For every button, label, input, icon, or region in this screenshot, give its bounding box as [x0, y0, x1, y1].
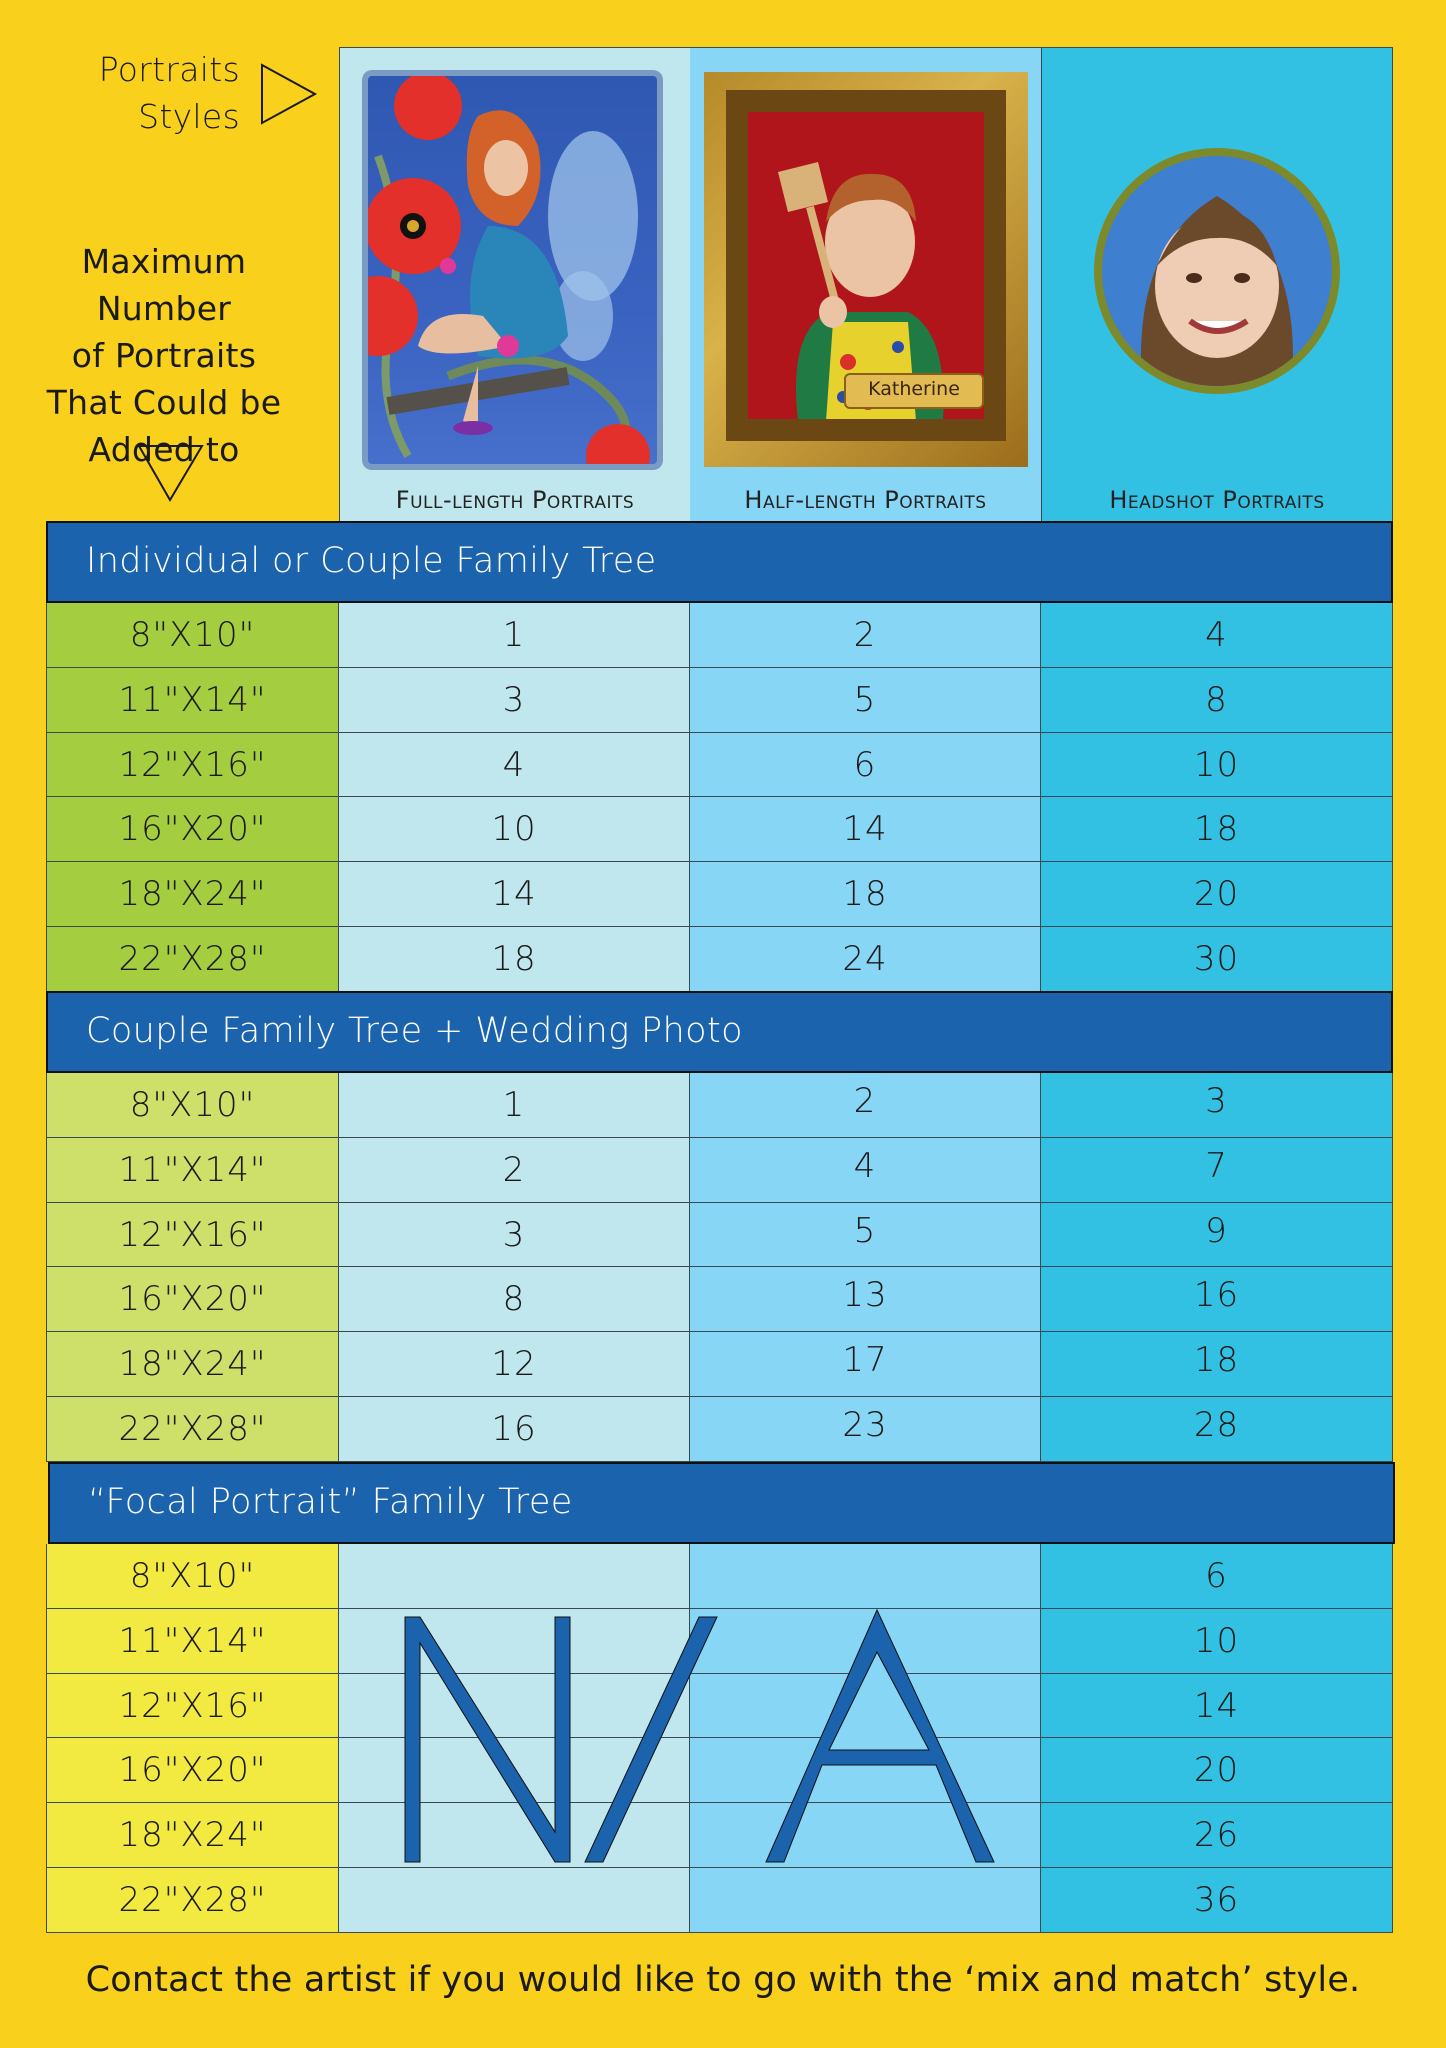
- size-cell: 22"X28": [46, 1868, 339, 1932]
- full-length-cell: [339, 1544, 690, 1608]
- half-length-cell: [690, 1868, 1041, 1932]
- style-label-headshot: Headshot Portraits: [1109, 486, 1325, 514]
- legend-max-line2: of Portraits: [71, 336, 257, 375]
- size-cell: 16"X20": [46, 1267, 339, 1331]
- half-length-cell: 2: [690, 603, 1041, 667]
- size-cell: 8"X10": [46, 1073, 339, 1137]
- headshot-cell: 30: [1041, 927, 1393, 991]
- section-header-wedding: Couple Family Tree + Wedding Photo: [46, 991, 1393, 1073]
- table-row: [46, 797, 1393, 862]
- right-triangle-icon: [259, 62, 319, 126]
- headshot-cell: 10: [1041, 733, 1393, 797]
- half-length-cell: 13: [690, 1267, 1041, 1331]
- size-cell: 11"X14": [46, 1609, 339, 1673]
- half-length-cell: [690, 1738, 1041, 1802]
- full-length-cell: [339, 1609, 690, 1673]
- headshot-cell: 26: [1041, 1803, 1393, 1867]
- max-portraits-legend: [14, 238, 314, 473]
- headshot-cell: 20: [1041, 862, 1393, 926]
- table-row: [46, 1138, 1393, 1203]
- table-row: [46, 862, 1393, 927]
- size-cell: 18"X24": [46, 1803, 339, 1867]
- fairy-illustration: [368, 76, 657, 464]
- half-length-cell: [690, 1803, 1041, 1867]
- size-cell: 16"X20": [46, 1738, 339, 1802]
- full-length-cell: 1: [339, 603, 690, 667]
- table-row: [46, 603, 1393, 668]
- size-cell: 11"X14": [46, 1138, 339, 1202]
- legend-max-line3: That Could be: [46, 383, 282, 422]
- headshot-cell: 10: [1041, 1609, 1393, 1673]
- size-cell: 16"X20": [46, 797, 339, 861]
- footer-note: Contact the artist if you would like to go with the ‘mix and match’ style.: [85, 1960, 1361, 2000]
- headshot-portrait-image: [1094, 148, 1340, 394]
- table-row: [46, 1332, 1393, 1397]
- half-length-cell: 24: [690, 927, 1041, 991]
- section-rows-focal: [46, 1544, 1393, 1933]
- table-row: [46, 1267, 1393, 1332]
- legend-styles-line1: Portraits: [98, 50, 240, 89]
- half-length-cell: 2: [690, 1073, 1041, 1137]
- full-length-cell: 1: [339, 1073, 690, 1137]
- table-row: [46, 1073, 1393, 1138]
- down-triangle-icon: [136, 443, 206, 503]
- headshot-cell: 16: [1041, 1267, 1393, 1331]
- headshot-cell: 14: [1041, 1674, 1393, 1738]
- half-length-cell: 4: [690, 1138, 1041, 1202]
- table-row: [46, 1397, 1393, 1462]
- half-length-cell: 17: [690, 1332, 1041, 1396]
- full-length-cell: [339, 1868, 690, 1932]
- half-length-cell: 6: [690, 733, 1041, 797]
- section-header-focal: “Focal Portrait” Family Tree: [48, 1462, 1395, 1544]
- headshot-girl-illustration: [1102, 156, 1332, 386]
- headshot-cell: 18: [1041, 797, 1393, 861]
- table-row: [46, 1803, 1393, 1868]
- headshot-cell: 7: [1041, 1138, 1393, 1202]
- portrait-styles-legend: [60, 46, 240, 140]
- section-header-individual: Individual or Couple Family Tree: [46, 521, 1393, 603]
- headshot-cell: 3: [1041, 1073, 1393, 1137]
- half-length-cell: 18: [690, 862, 1041, 926]
- table-row: [46, 1609, 1393, 1674]
- half-length-cell: 14: [690, 797, 1041, 861]
- half-length-cell: 5: [690, 668, 1041, 732]
- headshot-cell: 8: [1041, 668, 1393, 732]
- headshot-cell: 9: [1041, 1203, 1393, 1267]
- full-length-cell: 2: [339, 1138, 690, 1202]
- half-length-cell: [690, 1544, 1041, 1608]
- table-row: [46, 1674, 1393, 1739]
- half-length-portrait-image: [704, 72, 1028, 467]
- full-length-cell: 12: [339, 1332, 690, 1396]
- size-cell: 8"X10": [46, 1544, 339, 1608]
- headshot-cell: 28: [1041, 1397, 1393, 1461]
- half-length-cell: [690, 1674, 1041, 1738]
- size-cell: 12"X16": [46, 1674, 339, 1738]
- half-length-cell: 23: [690, 1397, 1041, 1461]
- full-length-cell: 18: [339, 927, 690, 991]
- size-cell: 12"X16": [46, 1203, 339, 1267]
- size-cell: 22"X28": [46, 927, 339, 991]
- table-row: [46, 1203, 1393, 1268]
- table-row: [46, 927, 1393, 992]
- nameplate: Katherine: [844, 373, 984, 409]
- legend-max-line4: Added to: [88, 430, 240, 469]
- headshot-cell: 20: [1041, 1738, 1393, 1802]
- size-cell: 12"X16": [46, 733, 339, 797]
- table-row: [46, 1544, 1393, 1609]
- style-label-full-length: Full-length Portraits: [395, 486, 635, 514]
- half-length-cell: [690, 1609, 1041, 1673]
- headshot-cell: 6: [1041, 1544, 1393, 1608]
- full-length-cell: [339, 1674, 690, 1738]
- full-length-cell: 8: [339, 1267, 690, 1331]
- table-row: [46, 733, 1393, 798]
- legend-max-line1: Maximum Number: [81, 242, 247, 328]
- full-length-cell: [339, 1803, 690, 1867]
- full-length-cell: 10: [339, 797, 690, 861]
- headshot-cell: 4: [1041, 603, 1393, 667]
- full-length-cell: 16: [339, 1397, 690, 1461]
- half-length-cell: 5: [690, 1203, 1041, 1267]
- table-row: [46, 1738, 1393, 1803]
- full-length-cell: 14: [339, 862, 690, 926]
- size-cell: 22"X28": [46, 1397, 339, 1461]
- headshot-cell: 18: [1041, 1332, 1393, 1396]
- section-rows-wedding: [46, 1073, 1393, 1462]
- full-length-cell: [339, 1738, 690, 1802]
- section-rows-individual: [46, 603, 1393, 992]
- full-length-cell: 4: [339, 733, 690, 797]
- size-cell: 18"X24": [46, 1332, 339, 1396]
- full-length-cell: 3: [339, 668, 690, 732]
- size-cell: 8"X10": [46, 603, 339, 667]
- size-cell: 18"X24": [46, 862, 339, 926]
- full-length-portrait-image: [362, 70, 663, 470]
- table-row: [46, 1868, 1393, 1933]
- headshot-cell: 36: [1041, 1868, 1393, 1932]
- size-cell: 11"X14": [46, 668, 339, 732]
- table-row: [46, 668, 1393, 733]
- full-length-cell: 3: [339, 1203, 690, 1267]
- style-label-half-length: Half-length Portraits: [744, 486, 987, 514]
- legend-styles-line2: Styles: [138, 97, 240, 136]
